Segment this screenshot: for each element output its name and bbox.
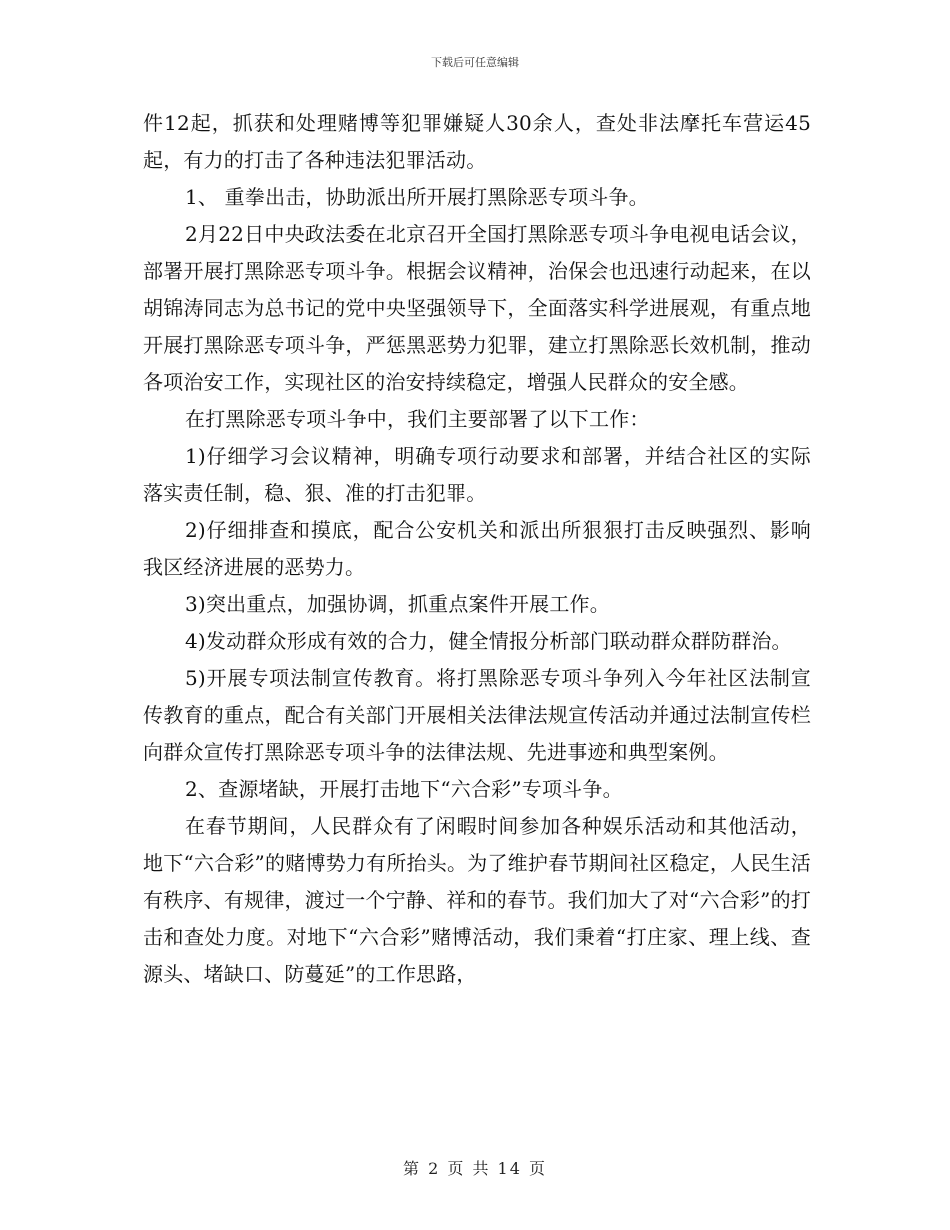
paragraph-3: 2月22日中央政法委在北京召开全国打黑除恶专项斗争电视电话会议，部署开展打黑除恶专项斗争。根据会议精神，治保会也迅速行动起来，在以胡锦涛同志为总书记的党中央坚强领导下，全面落实科学进展观，有重点地开展打黑除恶专项斗争，严惩黑恶势力犯罪，建立打黑除恶长效机制，推动各项治安工作，实现社区的治安持续稳定，增强人民群众的安全感。 [143,222,811,394]
page-header: 下载后可任意编辑 [431,56,519,69]
paragraph-6: 2)仔细排查和摸底，配合公安机关和派出所狠狠打击反映强烈、影响我区经济进展的恶势力。 [143,518,811,579]
paragraph-8: 4)发动群众形成有效的合力，健全情报分析部门联动群众群防群治。 [185,629,792,653]
paragraph-11: 在春节期间，人民群众有了闲暇时间参加各种娱乐活动和其他活动，地下“六合彩”的赌博势力有所抬头。为了维护春节期间社区稳定，人民生活有秩序、有规律，渡过一个宁静、祥和的春节。我们加大了对“六合彩”的打击和查处力度。对地下“六合彩”赌博活动，我们秉着“打庄家、理上线、查源头、堵缺口、防蔓延”的工作思路， [143,814,811,986]
paragraph-7: 3)突出重点，加强协调，抓重点案件开展工作。 [185,592,610,616]
document-body [143,105,811,993]
page-number-footer: 第 2 页 共 14 页 [403,1159,547,1178]
paragraph-2: 1、 重拳出击，协助派出所开展打黑除恶专项斗争。 [185,185,649,209]
paragraph-10: 2、查源堵缺，开展打击地下“六合彩”专项斗争。 [185,777,623,801]
paragraph-1: 件12起，抓获和处理赌博等犯罪嫌疑人30余人，查处非法摩托车营运45起，有力的打击了各种违法犯罪活动。 [143,111,811,172]
paragraph-4: 在打黑除恶专项斗争中，我们主要部署了以下工作： [185,407,650,431]
paragraph-9: 5)开展专项法制宣传教育。将打黑除恶专项斗争列入今年社区法制宣传教育的重点，配合有关部门开展相关法律法规宣传活动并通过法制宣传栏向群众宣传打黑除恶专项斗争的法律法规、先进事迹和典型案例。 [143,666,811,764]
paragraph-5: 1)仔细学习会议精神，明确专项行动要求和部署，并结合社区的实际落实责任制，稳、狠、准的打击犯罪。 [143,444,811,505]
